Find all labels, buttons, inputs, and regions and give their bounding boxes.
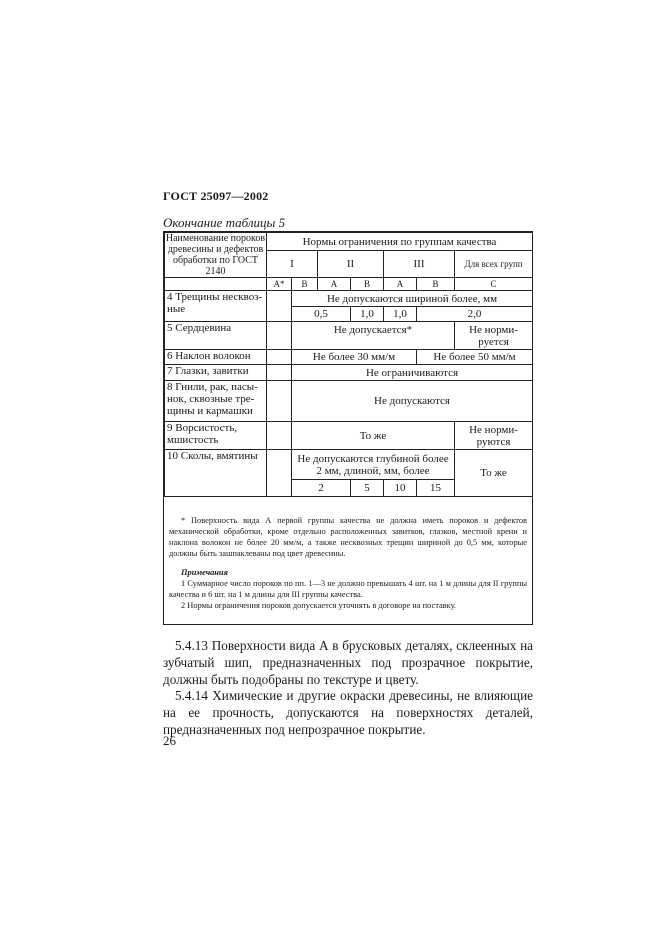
header-all-groups: Для всех групп	[455, 251, 533, 278]
row-9-name: 9 Ворсистость, мшистость	[165, 422, 267, 450]
row-8-name: 8 Гнили, рак, пасы-нок, сквозные тре-щины и кармашки	[165, 381, 267, 422]
row-5-c: Не норми-руется	[455, 322, 533, 350]
row-7-name: 7 Глазки, завитки	[165, 365, 267, 381]
row-4-span: Не допускаются шириной более, мм	[292, 291, 533, 307]
notes-title: Примечания	[181, 568, 228, 577]
row-6-name: 6 Наклон волокон	[165, 350, 267, 365]
sub-a: А	[384, 278, 417, 291]
footnote-star: * Поверхность вида А первой группы качества не должна иметь пороков и дефектов механической обработки, кроме отдельно расположенных завитков, глазков, местной крени и наклона волокон не более 20 мм/м, а также несквозных трещин шириной до 0,5 мм, которые должны быть зашпаклеваны под цвет древесины.	[169, 516, 527, 558]
header-group-1: I	[267, 251, 318, 278]
sub-a: А	[318, 278, 351, 291]
row-6-right: Не более 50 мм/м	[417, 350, 533, 365]
sub-a-star: А*	[267, 278, 292, 291]
row-10-v4: 15	[417, 480, 455, 497]
sub-b: В	[292, 278, 318, 291]
page-number: 26	[163, 733, 176, 748]
row-6-left: Не более 30 мм/м	[292, 350, 417, 365]
header-group-3: III	[384, 251, 455, 278]
header-norms: Нормы ограничения по группам качества	[267, 233, 533, 251]
row-10-name: 10 Сколы, вмятины	[165, 450, 267, 497]
row-4-v4: 2,0	[417, 307, 533, 322]
paragraph-text: 5.4.13 Поверхности вида А в брусковых деталях, склеенных на зубчатый шип, предназначенных под прозрачное покрытие, должны быть подобраны по текстуре и цвету.	[163, 638, 533, 687]
row-4-v3: 1,0	[384, 307, 417, 322]
row-9-main: То же	[292, 422, 455, 450]
row-5-name: 5 Сердцевина	[165, 322, 267, 350]
paragraph-5-4-13	[163, 637, 533, 688]
row-10-v2: 5	[351, 480, 384, 497]
sub-c: С	[455, 278, 533, 291]
row-4-name: 4 Трещины несквоз-ные	[165, 291, 267, 322]
row-5-main: Не допускается*	[292, 322, 455, 350]
row-9-c: Не норми-руются	[455, 422, 533, 450]
row-10-v1: 2	[292, 480, 351, 497]
row-4-v1: 0,5	[292, 307, 351, 322]
header-defect-name: Наименование пороков древесины и дефектов обработки по ГОСТ 2140	[165, 233, 266, 277]
document-code: ГОСТ 25097—2002	[163, 189, 269, 203]
header-group-2: II	[318, 251, 384, 278]
header-empty	[165, 278, 267, 291]
row-8-span: Не допускаются	[292, 381, 533, 422]
row-10-span: Не допускаются глубиной более 2 мм, длиной, мм, более	[292, 450, 455, 480]
sub-b: В	[417, 278, 455, 291]
note-2: 2 Нормы ограничения пороков допускается уточнять в договоре на поставку.	[181, 601, 457, 610]
row-10-v3: 10	[384, 480, 417, 497]
row-4-v2: 1,0	[351, 307, 384, 322]
sub-b: В	[351, 278, 384, 291]
note-1: 1 Суммарное число пороков по пп. 1—3 не должно превышать 4 шт. на 1 м длины для II группы качества и 6 шт. на 1 м длины для III группы качества.	[169, 579, 527, 599]
row-10-c: То же	[455, 450, 533, 497]
quality-norms-table	[163, 231, 533, 625]
row-7-span: Не ограничиваются	[292, 365, 533, 381]
table-footnotes	[164, 513, 532, 611]
paragraph-text: 5.4.14 Химические и другие окраски древесины, не влияющие на ее прочность, допускаются на поверхностях деталей, предназначенных под непрозрачное покрытие.	[163, 688, 533, 737]
table-caption: Окончание таблицы 5	[163, 215, 286, 230]
paragraph-5-4-14	[163, 687, 533, 738]
table-grid	[164, 232, 533, 497]
